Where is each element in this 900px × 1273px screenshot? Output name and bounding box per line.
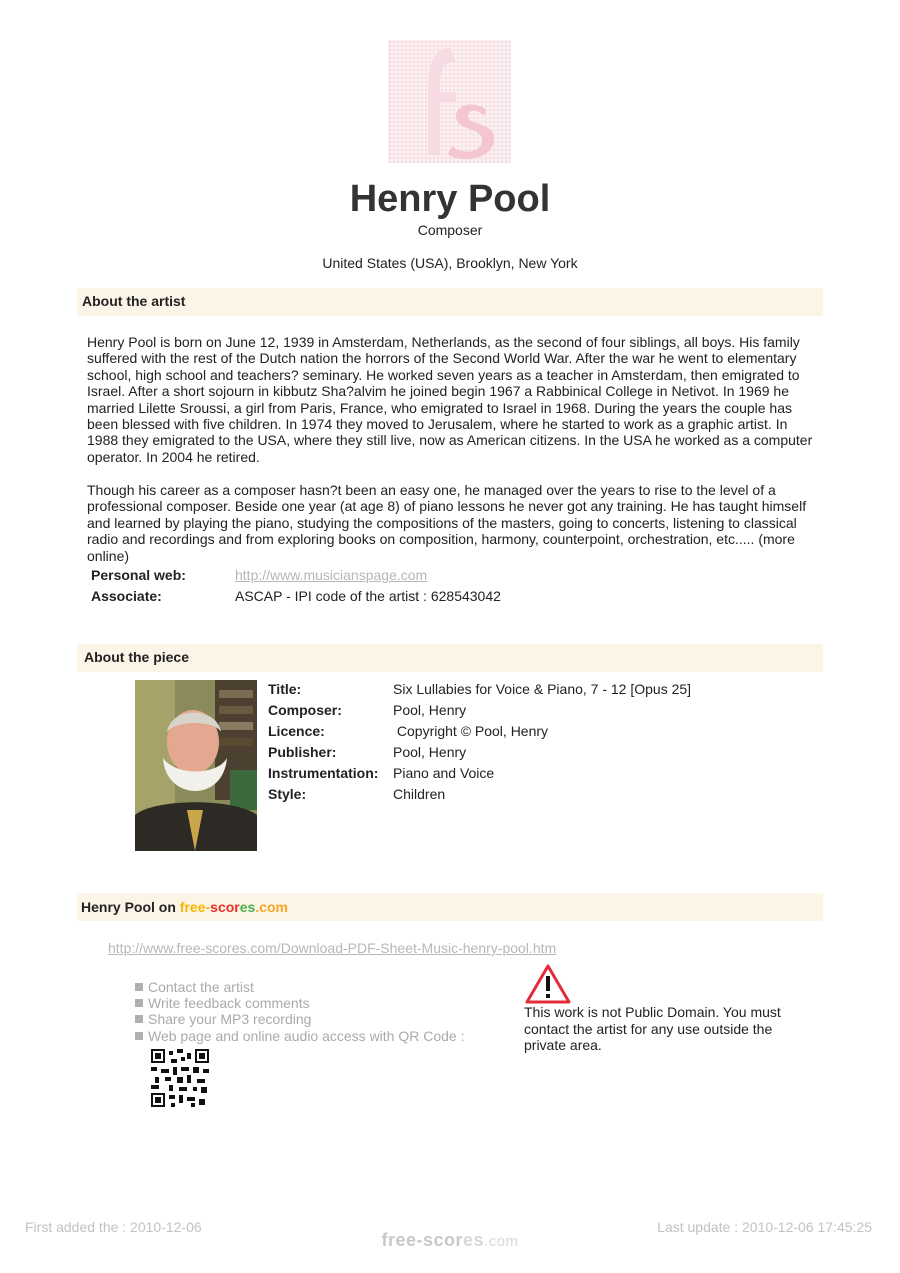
qr-code-icon[interactable] bbox=[151, 1049, 209, 1107]
artist-bio-paragraph-1: Henry Pool is born on June 12, 1939 in Amsterdam, Netherlands, as the second of four siblings, all boys. His family suffered with the rest of the Dutch nation the horrors of the Second World War. After the war he went to elementary school, high school and teachers? seminary. He worked seven years as a teacher in Amsterdam, then emigrated to Israel. After a short sojourn in kibbutz Sha?alvim he joined begin 1967 a Rabbinical College in Netivot. In 1969 he married Lilette Sroussi, a girl from Paris, France, who emigrated to Israel in 1968. During the years the couple has been blessed with five children. In 1974 they moved to Jerusalem, where he started to work as a graphic artist. In 1988 they emigrated to the USA, where they still live, now as American citizens. In the USA he worked as a computer operator. In 2004 he retired. bbox=[87, 334, 813, 465]
piece-style-value: Children bbox=[393, 786, 446, 802]
about-piece-section-header bbox=[77, 644, 823, 672]
brand-part: es bbox=[239, 899, 256, 915]
artist-bio-paragraph-2: Though his career as a composer hasn?t been an easy one, he managed over the years to rise to the level of a professional composer. Beside one year (at age 8) of piano lessons he never got any training. He has taught himself and learned by playing the piano, studying the compositions of the masters, going to concerts, listening to classical radio and recordings and from exploring books on composition, harmony, counterpoint, orchestration, etc..... (more online) bbox=[87, 482, 807, 564]
on-site-section-header bbox=[77, 893, 823, 921]
brand-part: scor bbox=[210, 899, 240, 915]
piece-instrumentation-label: Instrumentation: bbox=[268, 765, 379, 781]
piece-composer-label: Composer: bbox=[268, 702, 342, 718]
brand-part: free bbox=[179, 899, 206, 915]
piece-title-value: Six Lullabies for Voice & Piano, 7 - 12 [Opus 25] bbox=[393, 681, 692, 697]
piece-instrumentation-value: Piano and Voice bbox=[393, 765, 495, 781]
bullet-icon bbox=[135, 999, 143, 1007]
associate-label: Associate: bbox=[91, 588, 162, 604]
associate-value: ASCAP - IPI code of the artist : 628543042 bbox=[235, 588, 501, 604]
brand-part: es bbox=[463, 1230, 485, 1250]
site-brand-wordmark bbox=[180, 899, 288, 915]
artist-location: United States (USA), Brooklyn, New York bbox=[322, 255, 578, 271]
brand-part: fr bbox=[381, 1230, 396, 1250]
contact-artist-link[interactable] bbox=[135, 979, 254, 995]
artist-page-url[interactable]: http://www.free-scores.com/Download-PDF-Sheet-Music-henry-pool.htm bbox=[108, 940, 557, 956]
free-scores-logo bbox=[388, 40, 511, 163]
brand-part: .com bbox=[484, 1233, 519, 1250]
section-title bbox=[81, 899, 288, 915]
qr-web-page-link[interactable] bbox=[135, 1028, 465, 1044]
piece-publisher-value: Pool, Henry bbox=[393, 744, 467, 760]
write-feedback-link[interactable] bbox=[135, 995, 310, 1011]
brand-part: ee-scor bbox=[395, 1230, 463, 1250]
link-label: Contact the artist bbox=[148, 979, 254, 995]
brand-part: .com bbox=[255, 899, 288, 915]
not-public-domain-notice: This work is not Public Domain. You must contact the artist for any use outside the private area. bbox=[524, 1004, 781, 1053]
footer-brand-wordmark bbox=[0, 1230, 900, 1251]
last-update-date: Last update : 2010-12-06 17:45:25 bbox=[657, 1219, 872, 1235]
section-title-prefix: Henry Pool on bbox=[81, 899, 180, 915]
brand-part: - bbox=[205, 899, 211, 915]
personal-web-link[interactable]: http://www.musicianspage.com bbox=[235, 567, 428, 583]
link-label: Write feedback comments bbox=[148, 995, 310, 1011]
about-artist-section-header bbox=[77, 288, 823, 316]
section-title: About the artist bbox=[82, 293, 186, 309]
piece-licence-value: Copyright © Pool, Henry bbox=[393, 723, 549, 739]
piece-style-label: Style: bbox=[268, 786, 307, 802]
artist-name: Henry Pool bbox=[349, 178, 551, 220]
link-label: Web page and online audio access with QR Code : bbox=[148, 1028, 465, 1044]
piece-title-label: Title: bbox=[268, 681, 302, 697]
piece-composer-value: Pool, Henry bbox=[393, 702, 467, 718]
share-mp3-link[interactable] bbox=[135, 1011, 311, 1027]
personal-web-label: Personal web: bbox=[91, 567, 186, 583]
section-title: About the piece bbox=[84, 649, 190, 665]
first-added-date: First added the : 2010-12-06 bbox=[25, 1219, 202, 1235]
bullet-icon bbox=[135, 983, 143, 991]
piece-publisher-label: Publisher: bbox=[268, 744, 337, 760]
composer-photo bbox=[135, 680, 257, 851]
bullet-icon bbox=[135, 1032, 143, 1040]
bullet-icon bbox=[135, 1015, 143, 1023]
link-label: Share your MP3 recording bbox=[148, 1011, 312, 1027]
artist-role: Composer bbox=[417, 222, 483, 238]
warning-icon bbox=[525, 964, 571, 1004]
piece-licence-label: Licence: bbox=[268, 723, 325, 739]
